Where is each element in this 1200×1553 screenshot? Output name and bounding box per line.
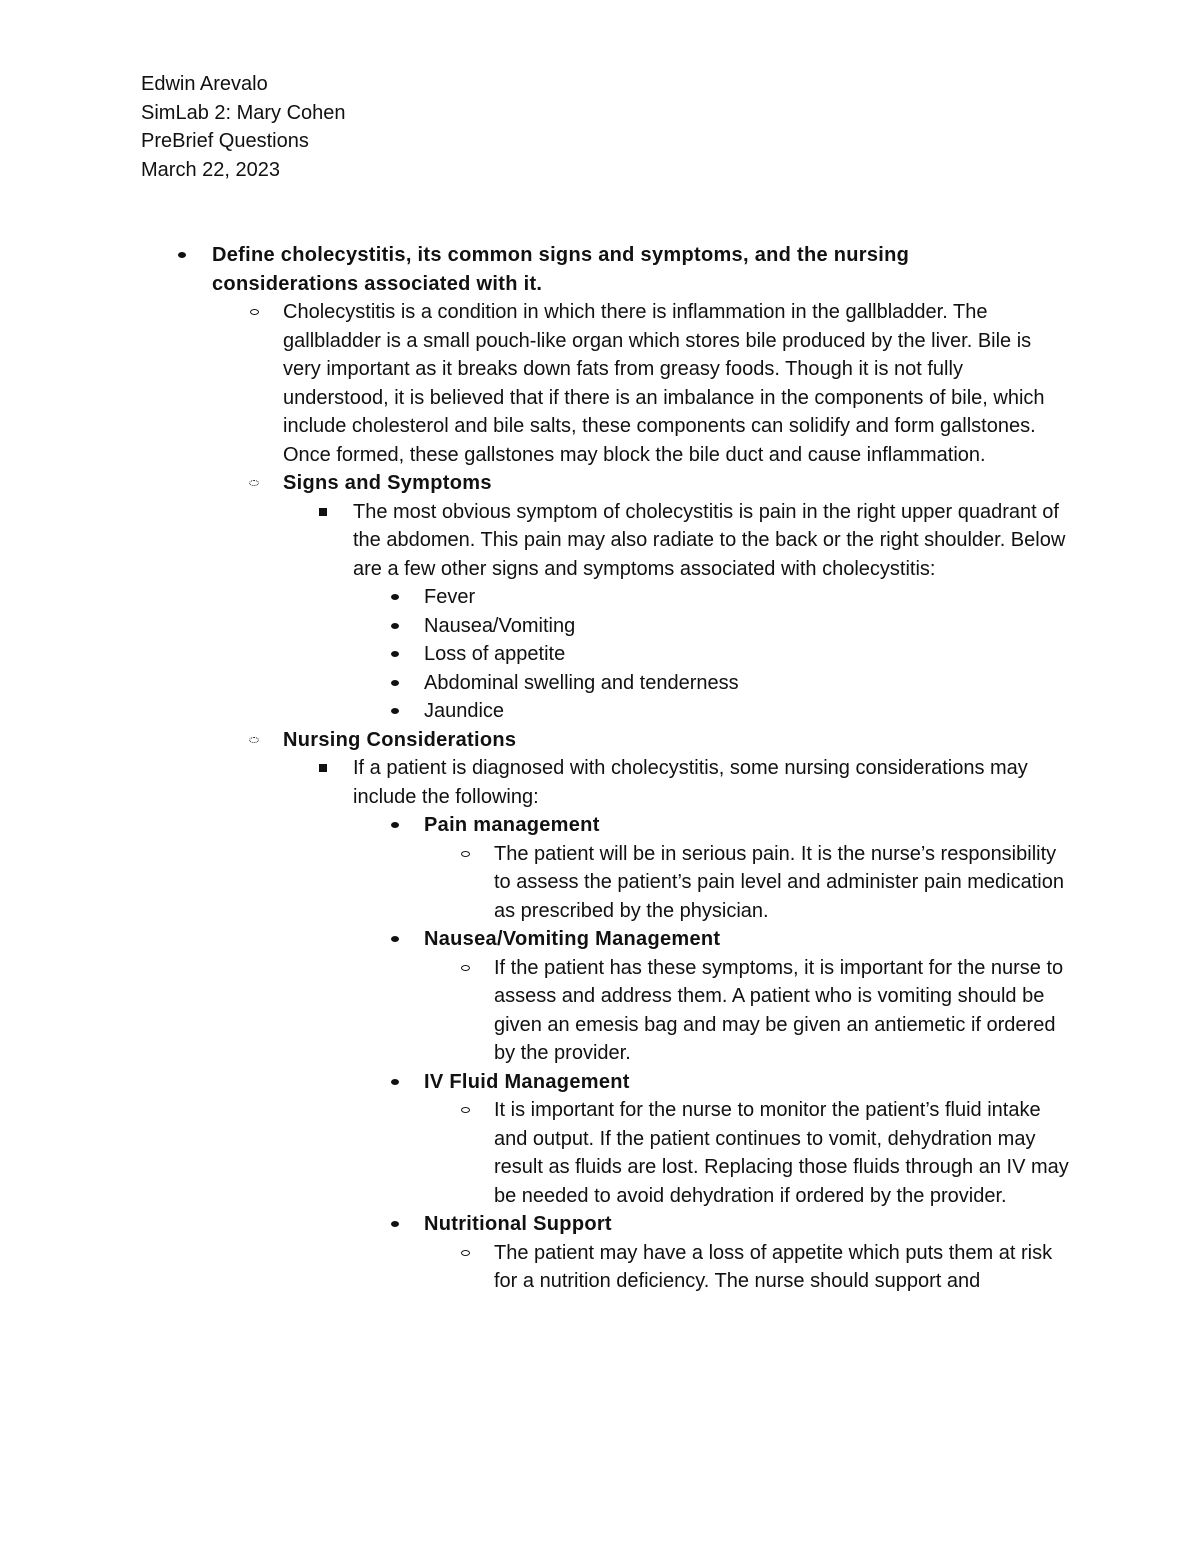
consideration-detail-item <box>0 840 1200 926</box>
consideration-detail: The patient may have a loss of appetite which puts them at risk for a nutrition deficiency. The nurse should support and <box>494 1241 1053 1292</box>
symptom-item <box>0 640 1200 669</box>
consideration-title-item <box>0 811 1200 840</box>
symptom-item <box>0 612 1200 641</box>
document-header <box>141 70 346 184</box>
signs-heading: Signs and Symptoms <box>283 472 492 494</box>
hollow-bullet-icon <box>455 1096 475 1125</box>
consideration-detail: The patient will be in serious pain. It is the nurse’s responsibility to assess the patient’s pain level and administer pain medication as prescribed by the physician. <box>494 842 1064 922</box>
nursing-heading: Nursing Considerations <box>283 728 517 751</box>
consideration-title: Pain management <box>424 814 600 836</box>
hollow-bullet-icon <box>455 954 475 983</box>
course-title: SimLab 2: Mary Cohen <box>141 101 346 124</box>
consideration-title: Nausea/Vomiting Management <box>424 928 721 950</box>
consideration-detail-item <box>0 954 1200 1068</box>
consideration-detail: It is important for the nurse to monitor the patient’s fluid intake and output. If the patient continues to vomit, dehydration may result as fluids are lost. Replacing those fluids through an IV may be needed to avoid dehydration if ordered by the provider. <box>494 1099 1069 1207</box>
document-body <box>0 241 1200 1296</box>
symptom-item <box>0 697 1200 726</box>
signs-intro-item <box>0 498 1200 584</box>
definition-text: Cholecystitis is a condition in which there is inflammation in the gallbladder. The gallbladder is a small pouch-like organ which stores bile produced by the liver. Bile is very important as it breaks down fats from greasy foods. Though it is not fully understood, it is believed that if there is an imbalance in the components of bile, which include cholesterol and bile salts, these components can solidify and form gallstones. Once formed, these gallstones may block the bile duct and cause inflammation. <box>283 301 1045 466</box>
hollow-bullet-icon <box>455 840 475 869</box>
dotted-bullet-icon <box>244 726 264 755</box>
filled-bullet-icon <box>385 925 405 954</box>
nursing-heading-item <box>0 726 1200 755</box>
nursing-intro-item <box>0 754 1200 811</box>
consideration-detail-item <box>0 1239 1200 1296</box>
document-date: March 22, 2023 <box>141 158 280 181</box>
consideration-title-item <box>0 1210 1200 1239</box>
signs-heading-item <box>0 469 1200 498</box>
assignment-title: PreBrief Questions <box>141 130 309 152</box>
nursing-intro-text: If a patient is diagnosed with cholecystitis, some nursing considerations may include the following: <box>353 757 1028 808</box>
filled-bullet-icon <box>385 640 405 669</box>
consideration-detail-item <box>0 1096 1200 1210</box>
symptom-text: Abdominal swelling and tenderness <box>424 671 739 694</box>
signs-intro-text: The most obvious symptom of cholecystitis is pain in the right upper quadrant of the abdomen. This pain may also radiate to the back or the right shoulder. Below are a few other signs and symptoms associated with cholecystitis: <box>353 500 1066 580</box>
consideration-title: Nutritional Support <box>424 1213 612 1235</box>
symptom-text: Fever <box>424 586 476 608</box>
symptom-text: Nausea/Vomiting <box>424 614 576 637</box>
square-bullet-icon <box>313 498 333 527</box>
dotted-bullet-icon <box>244 469 264 498</box>
author-name: Edwin Arevalo <box>141 73 268 95</box>
hollow-bullet-icon <box>244 298 264 327</box>
filled-bullet-icon <box>385 612 405 641</box>
filled-bullet-icon <box>172 241 192 270</box>
filled-bullet-icon <box>385 1068 405 1097</box>
filled-bullet-icon <box>385 1210 405 1239</box>
question-text: Define cholecystitis, its common signs and symptoms, and the nursing considerations associated with it. <box>212 244 910 295</box>
filled-bullet-icon <box>385 697 405 726</box>
hollow-bullet-icon <box>455 1239 475 1268</box>
consideration-title: IV Fluid Management <box>424 1070 630 1093</box>
question-item <box>0 241 1200 298</box>
filled-bullet-icon <box>385 583 405 612</box>
symptom-text: Loss of appetite <box>424 643 566 665</box>
filled-bullet-icon <box>385 811 405 840</box>
symptom-text: Jaundice <box>424 700 505 722</box>
symptom-item <box>0 583 1200 612</box>
consideration-title-item <box>0 1068 1200 1097</box>
definition-item <box>0 298 1200 469</box>
square-bullet-icon <box>313 754 333 783</box>
symptom-item <box>0 669 1200 698</box>
consideration-title-item <box>0 925 1200 954</box>
consideration-detail: If the patient has these symptoms, it is important for the nurse to assess and address them. A patient who is vomiting should be given an emesis bag and may be given an antiemetic if ordered by the provider. <box>494 956 1064 1064</box>
filled-bullet-icon <box>385 669 405 698</box>
